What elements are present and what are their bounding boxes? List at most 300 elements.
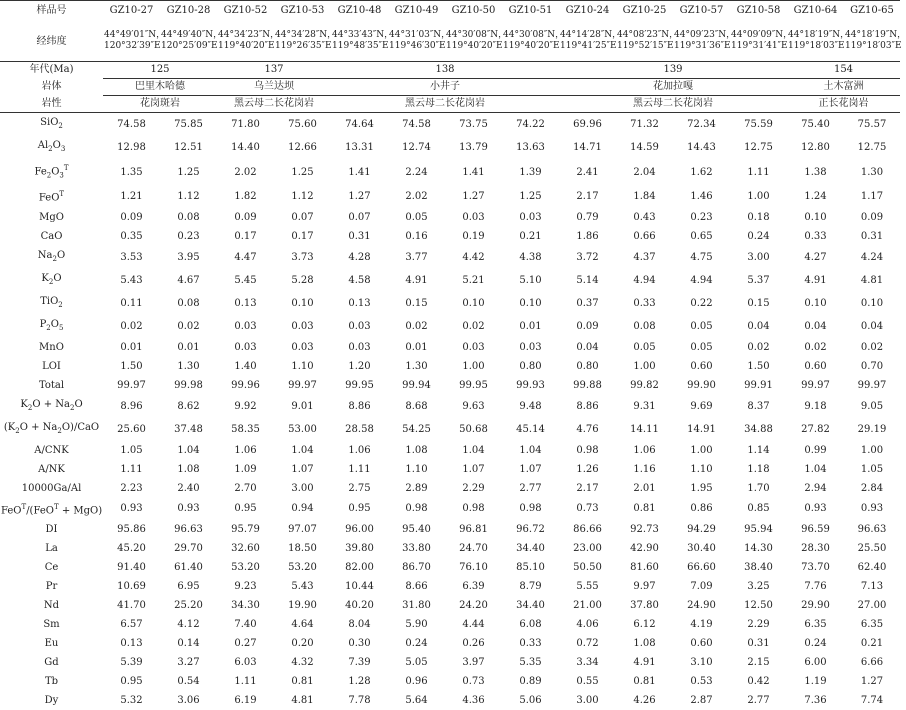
table-cell: 1.08 [405, 444, 428, 456]
table-cell: 45.20 [117, 542, 146, 554]
table-cell: 0.85 [747, 503, 770, 515]
table-cell: 18.50 [288, 542, 317, 554]
row-label: Ce [44, 561, 59, 573]
table-cell: 1.21 [120, 190, 143, 202]
table-cell: 0.13 [120, 637, 143, 649]
table-row [0, 596, 900, 615]
table-cell: 4.36 [462, 694, 485, 706]
table-cell: 0.65 [690, 230, 713, 242]
table-cell: 24.20 [459, 599, 488, 611]
row-label: MnO [39, 341, 64, 353]
table-cell: 2.01 [633, 482, 656, 494]
lithology-name: 黑云母二长花岗岩 [217, 96, 331, 113]
table-cell: 6.57 [120, 618, 143, 630]
table-cell: 13.63 [516, 142, 545, 153]
table-cell: 5.32 [120, 694, 143, 706]
table-cell: 0.02 [462, 320, 485, 332]
table-cell: 0.93 [120, 503, 143, 515]
table-cell: 99.82 [630, 379, 659, 391]
longitude: 120°25′09″E [161, 41, 218, 51]
table-cell: 6.08 [519, 618, 542, 630]
longitude: 119°31′41″E [731, 41, 788, 51]
table-cell: 27.00 [857, 599, 887, 611]
table-cell: 0.02 [120, 320, 143, 332]
table-cell: 6.35 [804, 618, 827, 630]
table-cell: 2.02 [234, 166, 257, 178]
table-cell: 4.64 [291, 618, 314, 630]
table-cell: 1.00 [462, 360, 485, 372]
longitude: 119°46′30″E [389, 41, 446, 51]
coordinates-row [0, 21, 900, 62]
table-cell: 0.70 [860, 360, 884, 372]
longitude: 119°26′35″E [275, 41, 332, 51]
table-cell: 2.70 [234, 482, 257, 494]
table-cell: 0.33 [804, 230, 827, 242]
table-cell: 0.95 [234, 503, 257, 515]
table-cell: 30.40 [687, 542, 716, 554]
table-cell: 0.93 [177, 503, 200, 515]
table-cell: 1.41 [348, 166, 371, 178]
table-cell: 1.30 [405, 360, 428, 372]
table-cell: 1.25 [291, 166, 314, 178]
table-cell: 0.72 [576, 637, 599, 649]
table-cell: 27.82 [801, 423, 830, 435]
sample-id: GZ10-51 [502, 1, 559, 22]
row-label: DI [45, 523, 58, 535]
table-cell: 58.35 [231, 423, 260, 435]
table-cell: 0.02 [804, 341, 827, 353]
table-cell: 1.06 [234, 444, 257, 456]
table-cell: 4.94 [633, 274, 656, 286]
table-row [0, 691, 900, 710]
table-cell: 4.76 [576, 423, 599, 435]
table-cell: 8.86 [576, 400, 599, 412]
table-row [0, 498, 900, 520]
table-cell: 1.18 [747, 463, 770, 475]
table-cell: 91.40 [117, 561, 146, 573]
table-cell: 7.78 [348, 694, 371, 706]
table-cell: 99.88 [573, 379, 602, 391]
table-cell: 1.40 [234, 360, 257, 372]
lithology-row [0, 96, 900, 113]
table-cell: 25.50 [857, 542, 887, 554]
table-row [0, 418, 900, 441]
row-label: Dy [44, 694, 59, 706]
table-cell: 99.93 [516, 379, 545, 391]
table-cell: 40.20 [345, 599, 374, 611]
longitude: 119°40′20″E [446, 41, 503, 51]
longitude: 119°52′15″E [617, 41, 674, 51]
table-cell: 0.24 [804, 637, 827, 649]
table-row [0, 185, 900, 207]
table-row [0, 558, 900, 577]
sample-id: GZ10-28 [160, 1, 217, 22]
table-cell: 3.00 [747, 251, 770, 263]
table-cell: 0.09 [120, 211, 143, 223]
table-cell: 1.04 [291, 444, 314, 456]
table-cell: 0.31 [348, 230, 371, 242]
table-cell: 12.66 [288, 142, 317, 153]
table-cell: 37.48 [174, 423, 203, 435]
table-cell: 0.30 [348, 637, 371, 649]
table-cell: 95.94 [744, 523, 773, 535]
table-cell: 0.03 [348, 341, 371, 353]
row-label: TiO$_2$ [40, 295, 63, 309]
table-cell: 0.15 [747, 297, 770, 309]
latitude: 44°30′08″N， [503, 30, 565, 40]
table-cell: 8.96 [120, 400, 143, 412]
table-cell: 76.10 [459, 561, 488, 573]
table-cell: 1.11 [348, 463, 371, 475]
table-cell: 1.17 [860, 190, 884, 202]
longitude: 119°18′03″E [788, 41, 845, 51]
table-cell: 1.16 [633, 463, 656, 475]
table-cell: 0.60 [690, 637, 713, 649]
table-cell: 96.72 [516, 523, 545, 535]
table-row [0, 376, 900, 395]
table-cell: 0.53 [690, 675, 713, 687]
table-cell: 0.37 [576, 297, 599, 309]
table-cell: 2.23 [120, 482, 143, 494]
table-cell: 75.85 [160, 113, 217, 137]
table-cell: 6.00 [804, 656, 827, 668]
table-cell: 3.00 [576, 694, 599, 706]
table-cell: 28.58 [345, 423, 374, 435]
table-cell: 4.38 [519, 251, 542, 263]
sample-id: GZ10-58 [730, 1, 787, 22]
table-cell: 1.11 [120, 463, 143, 475]
table-cell: 45.14 [516, 423, 545, 435]
latitude: 44°18′19″N， [845, 30, 906, 40]
table-cell: 99.91 [744, 379, 773, 391]
sample-id: GZ10-57 [673, 1, 730, 22]
table-cell: 2.29 [747, 618, 770, 630]
table-cell: 0.09 [576, 320, 599, 332]
row-label: $(K_2O + Na_2O)/CaO$ [3, 421, 100, 435]
table-cell: 4.67 [177, 274, 200, 286]
table-cell: 0.10 [462, 297, 485, 309]
table-cell: 9.92 [234, 400, 257, 412]
row-label: CaO [40, 230, 63, 242]
table-cell: 96.00 [345, 523, 374, 535]
longitude: 119°18′03″E [845, 41, 902, 51]
table-cell: 0.20 [291, 637, 314, 649]
table-cell: 1.30 [177, 360, 200, 372]
row-label: $Al_2O_3$ [37, 140, 66, 153]
table-cell: 1.10 [405, 463, 428, 475]
table-cell: 9.31 [633, 400, 656, 412]
table-cell: 14.40 [231, 142, 260, 153]
row-label: LOI [42, 360, 61, 372]
table-cell: 38.40 [744, 561, 773, 573]
table-cell: 9.23 [234, 580, 257, 592]
table-cell: 4.91 [633, 656, 656, 668]
table-cell: 82.00 [345, 561, 374, 573]
table-cell: 1.10 [690, 463, 713, 475]
table-row [0, 292, 900, 315]
table-cell: 23.00 [573, 542, 602, 554]
table-cell: 0.19 [462, 230, 485, 242]
table-cell: 74.22 [502, 113, 559, 137]
sample-coordinates [103, 21, 166, 62]
table-cell: 14.91 [687, 423, 716, 435]
age-value: 138 [331, 62, 559, 79]
row-label: $Fe_2O_3^T$ [34, 164, 69, 180]
table-cell: 0.13 [348, 297, 371, 309]
table-cell: 0.42 [747, 675, 770, 687]
table-row [0, 227, 900, 246]
sample-header-label: 样品号 [0, 1, 103, 22]
table-cell: 3.73 [291, 251, 314, 263]
table-cell: 86.70 [402, 561, 431, 573]
table-row [0, 159, 900, 185]
table-row [0, 357, 900, 376]
table-cell: 1.19 [804, 675, 827, 687]
table-cell: 14.71 [573, 142, 602, 153]
age-label: 年代(Ma) [29, 64, 74, 76]
table-cell: 6.12 [633, 618, 656, 630]
table-cell: 7.13 [860, 580, 884, 592]
table-cell: 9.69 [690, 400, 713, 412]
table-cell: 0.98 [405, 503, 428, 515]
table-cell: 99.97 [288, 379, 317, 391]
age-row [0, 62, 900, 79]
table-row [0, 315, 900, 338]
table-row [0, 479, 900, 498]
table-cell: 0.08 [177, 297, 200, 309]
lithology-name: 黑云母二长花岗岩 [331, 96, 559, 113]
table-cell: 5.28 [291, 274, 314, 286]
row-label: La [45, 542, 58, 554]
table-cell: 0.80 [519, 360, 542, 372]
table-cell: 5.37 [747, 274, 770, 286]
table-cell: 2.24 [405, 166, 428, 178]
table-cell: 1.09 [234, 463, 257, 475]
row-label: A/NK [38, 463, 65, 475]
table-cell: 0.11 [120, 297, 143, 309]
row-label: Sm [43, 618, 60, 630]
table-cell: 97.07 [288, 523, 317, 535]
table-cell: 0.02 [860, 341, 884, 353]
table-cell: 34.40 [516, 599, 545, 611]
table-cell: 1.62 [690, 166, 713, 178]
longitude: 119°31′36″E [674, 41, 731, 51]
table-cell: 1.12 [177, 190, 200, 202]
longitude: 119°41′25″E [560, 41, 617, 51]
table-cell: 0.04 [860, 320, 884, 332]
table-cell: 99.97 [857, 379, 887, 391]
table-cell: 12.98 [117, 142, 146, 153]
table-cell: 99.97 [801, 379, 830, 391]
table-cell: 0.81 [633, 503, 656, 515]
table-cell: 4.28 [348, 251, 371, 263]
rock-body-name: 巴里木哈德 [103, 79, 217, 96]
table-cell: 0.14 [177, 637, 200, 649]
table-cell: 2.40 [177, 482, 200, 494]
table-cell: 1.20 [348, 360, 371, 372]
table-row [0, 338, 900, 357]
latitude: 44°09′23″N， [674, 30, 736, 40]
table-cell: 3.97 [462, 656, 485, 668]
table-cell: 0.73 [462, 675, 485, 687]
table-row [0, 246, 900, 269]
table-cell: 94.29 [687, 523, 716, 535]
table-cell: 2.87 [690, 694, 713, 706]
latitude: 44°49′01″N， [104, 30, 166, 40]
table-cell: 5.55 [576, 580, 599, 592]
sample-coordinates [388, 21, 451, 62]
table-cell: 2.17 [576, 482, 599, 494]
table-cell: 53.20 [231, 561, 260, 573]
table-cell: 1.00 [747, 190, 770, 202]
table-cell: 6.39 [462, 580, 485, 592]
table-cell: 7.74 [860, 694, 884, 706]
latitude: 44°34′23″N， [218, 30, 280, 40]
table-cell: 2.94 [804, 482, 827, 494]
table-cell: 2.89 [405, 482, 428, 494]
sample-id: GZ10-53 [274, 1, 331, 22]
table-cell: 9.63 [462, 400, 485, 412]
table-cell: 8.79 [519, 580, 542, 592]
table-cell: 1.04 [462, 444, 485, 456]
row-label: $P_2O_5$ [39, 318, 64, 332]
table-cell: 25.20 [174, 599, 203, 611]
table-cell: 25.60 [117, 423, 146, 435]
table-cell: 39.80 [345, 542, 374, 554]
table-cell: 0.35 [120, 230, 143, 242]
table-cell: 0.13 [234, 297, 257, 309]
sample-header-row [0, 1, 900, 22]
table-cell: 0.79 [576, 211, 599, 223]
sample-id: GZ10-64 [787, 1, 844, 22]
table-cell: 0.31 [860, 230, 884, 242]
table-cell: 4.24 [860, 251, 884, 263]
table-cell: 1.27 [860, 675, 884, 687]
latitude: 44°34′28″N， [275, 30, 337, 40]
table-cell: 0.24 [405, 637, 428, 649]
table-cell: 3.27 [177, 656, 200, 668]
row-label: Gd [44, 656, 59, 668]
table-cell: 4.19 [690, 618, 713, 630]
table-cell: 1.04 [804, 463, 827, 475]
table-cell: 0.81 [633, 675, 656, 687]
table-cell: 29.90 [801, 599, 830, 611]
table-cell: 99.96 [231, 379, 260, 391]
table-cell: 1.38 [804, 166, 827, 178]
row-label: MgO [39, 211, 64, 223]
table-cell: 1.04 [519, 444, 542, 456]
table-cell: 0.22 [690, 297, 713, 309]
table-cell: 0.81 [291, 675, 314, 687]
table-cell: 8.68 [405, 400, 428, 412]
table-cell: 74.58 [388, 113, 445, 137]
latitude: 44°08′23″N， [617, 30, 679, 40]
table-cell: 4.91 [804, 274, 827, 286]
sample-coordinates [730, 21, 793, 62]
table-cell: 1.08 [633, 637, 656, 649]
table-cell: 4.75 [690, 251, 713, 263]
table-cell: 6.03 [234, 656, 257, 668]
table-cell: 75.60 [274, 113, 331, 137]
table-cell: 2.84 [860, 482, 884, 494]
table-cell: 0.05 [405, 211, 428, 223]
table-cell: 0.31 [747, 637, 770, 649]
longitude: 119°40′20″E [218, 41, 275, 51]
table-cell: 62.40 [857, 561, 887, 573]
table-cell: 0.01 [405, 341, 428, 353]
table-cell: 0.03 [348, 320, 371, 332]
table-cell: 3.77 [405, 251, 428, 263]
table-cell: 54.25 [402, 423, 431, 435]
table-cell: 7.09 [690, 580, 713, 592]
table-cell: 0.10 [860, 297, 884, 309]
table-cell: 99.94 [402, 379, 431, 391]
table-cell: 0.03 [234, 341, 257, 353]
table-cell: 1.26 [576, 463, 599, 475]
table-cell: 0.17 [291, 230, 314, 242]
table-cell: 0.05 [690, 341, 713, 353]
table-cell: 14.30 [744, 542, 773, 554]
table-cell: 0.02 [405, 320, 428, 332]
table-cell: 1.14 [747, 444, 770, 456]
table-cell: 6.95 [177, 580, 200, 592]
table-cell: 0.04 [747, 320, 770, 332]
table-cell: 1.50 [747, 360, 770, 372]
sample-coordinates [616, 21, 679, 62]
sample-id: GZ10-65 [844, 1, 900, 22]
table-cell: 74.58 [103, 113, 160, 137]
table-cell: 0.03 [519, 211, 542, 223]
table-cell: 14.59 [630, 142, 659, 153]
sample-coordinates [502, 21, 565, 62]
rock-body-label: 岩体 [41, 81, 62, 92]
table-cell: 19.90 [288, 599, 317, 611]
latitude: 44°09′09″N， [731, 30, 793, 40]
table-cell: 9.01 [291, 400, 314, 412]
table-cell: 0.15 [405, 297, 428, 309]
table-cell: 0.94 [291, 503, 314, 515]
row-label: 10000Ga/Al [21, 482, 82, 494]
row-label: $Na_2O$ [37, 249, 66, 263]
table-cell: 3.06 [177, 694, 200, 706]
table-cell: 4.26 [633, 694, 656, 706]
table-cell: 29.19 [857, 423, 887, 435]
row-label: Eu [44, 637, 59, 649]
table-cell: 0.09 [234, 211, 257, 223]
latitude: 44°14′28″N， [560, 30, 622, 40]
table-cell: 0.93 [860, 503, 884, 515]
lithology-label: 岩性 [0, 96, 103, 113]
table-cell: 4.42 [462, 251, 485, 263]
sample-coordinates [274, 21, 337, 62]
sample-coordinates [787, 21, 850, 62]
table-cell: 1.25 [519, 190, 542, 202]
table-cell: 1.08 [177, 463, 200, 475]
table-cell: 1.11 [234, 675, 257, 687]
table-cell: 0.10 [519, 297, 542, 309]
sample-id: GZ10-49 [388, 1, 445, 22]
table-cell: 3.53 [120, 251, 143, 263]
table-cell: 95.86 [117, 523, 146, 535]
table-cell: 1.07 [291, 463, 314, 475]
table-cell: 0.95 [348, 503, 371, 515]
table-cell: 0.03 [291, 341, 314, 353]
table-cell: 0.17 [234, 230, 257, 242]
table-cell: 0.09 [860, 211, 884, 223]
table-cell: 99.90 [687, 379, 716, 391]
table-cell: 1.05 [860, 463, 884, 475]
sample-id: GZ10-27 [103, 1, 160, 22]
